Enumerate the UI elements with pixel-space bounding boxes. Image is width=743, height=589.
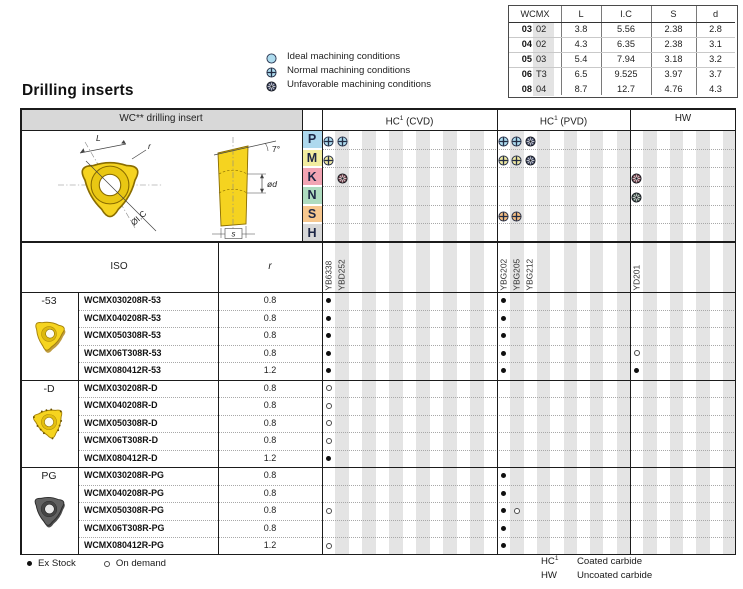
footnote-abbr: HW — [541, 570, 557, 582]
iso-designation: WCMX040208R-D — [84, 400, 158, 410]
grade-label-YBG202: YBG202 — [498, 258, 509, 290]
iso-designation: WCMX06T308R-D — [84, 435, 158, 445]
corner-radius-value: 0.8 — [263, 400, 277, 410]
ex-stock-dot-icon — [27, 561, 32, 566]
spec-cell: 4.3 — [709, 84, 722, 94]
condition-icon-normal — [498, 134, 509, 145]
spec-cell: 2.38 — [664, 39, 683, 49]
corner-radius-value: 0.8 — [263, 487, 277, 498]
spec-cell: 4.3 — [574, 39, 588, 49]
condition-icon-unfavorable — [337, 171, 348, 182]
iso-designation: WCMX030208R-PG — [84, 470, 164, 480]
spec-cell: 3.18 — [664, 54, 683, 64]
ex-stock-dot — [501, 298, 506, 303]
divider — [322, 186, 736, 187]
divider — [322, 167, 736, 168]
divider — [322, 149, 736, 150]
section-header-hw: HW — [674, 113, 692, 124]
spec-cell: 5.56 — [617, 24, 635, 34]
corner-radius-value: 0.8 — [263, 417, 277, 428]
page-title: Drilling inserts — [22, 82, 134, 99]
spec-col-header: L — [578, 9, 584, 19]
ex-stock-dot — [501, 316, 506, 321]
corner-radius-value: 0.8 — [263, 470, 277, 480]
on-demand-dot — [326, 508, 332, 514]
corner-radius-value: 1.2 — [263, 452, 277, 463]
insert-image-gray — [26, 486, 72, 532]
corner-radius-value: 1.2 — [263, 365, 277, 375]
size-spec-table — [508, 5, 738, 98]
spec-col-header: d — [712, 9, 719, 19]
spec-cell: 4.76 — [664, 84, 683, 94]
ex-stock-dot — [501, 543, 506, 548]
spec-col-header: WCMX — [520, 9, 550, 19]
svg-text:ØI.C: ØI.C — [128, 208, 149, 228]
iso-col-header: ISO — [110, 261, 128, 272]
spec-cell: 6.35 — [617, 39, 635, 49]
ex-stock-dot — [326, 351, 331, 356]
iso-designation: WCMX06T308R-PG — [84, 522, 165, 533]
svg-text:L: L — [96, 133, 101, 143]
condition-icon-unfavorable — [631, 190, 642, 201]
iso-designation: WCMX06T308R-53 — [84, 347, 162, 358]
insert-header-cell: WC** drilling insert — [20, 108, 302, 130]
corner-radius-value: 0.8 — [263, 312, 277, 323]
on-demand-dot — [514, 508, 520, 514]
ex-stock-dot — [326, 368, 331, 373]
spec-cell: 6.5 — [574, 69, 588, 79]
divider — [630, 108, 631, 555]
grade-column-stripe — [537, 130, 550, 555]
ex-stock-dot — [501, 351, 506, 356]
grade-label-YBD252: YBD252 — [336, 258, 347, 290]
spec-size-rest: 03 — [536, 54, 547, 64]
spec-cell: 3.7 — [709, 69, 722, 79]
spec-col-header: S — [670, 9, 677, 19]
spec-cell: 8.7 — [574, 84, 588, 94]
unfavorable-conditions-icon — [266, 79, 277, 90]
condition-icon-normal — [498, 153, 509, 164]
on-demand-dot-icon — [104, 561, 110, 567]
material-row-K: K — [303, 168, 322, 185]
ex-stock-dot — [501, 526, 506, 531]
grade-label-YBG205: YBG205 — [511, 258, 522, 290]
corner-radius-value: 0.8 — [263, 347, 277, 358]
svg-text:7°: 7° — [272, 144, 281, 154]
grade-column-stripe — [670, 130, 683, 555]
stock-legend — [27, 558, 166, 569]
spec-size-bold: 04 — [521, 39, 532, 49]
insert-technical-drawing — [22, 131, 300, 241]
iso-designation: WCMX050308R-53 — [84, 330, 161, 340]
spec-size-bold: 08 — [521, 84, 532, 94]
divider — [735, 108, 737, 555]
ex-stock-dot — [634, 368, 639, 373]
condition-icon-normal — [337, 134, 348, 145]
r-col-header: r — [268, 261, 272, 272]
spec-cell: 3.8 — [574, 24, 588, 34]
legend-label: Normal machining conditions — [287, 64, 411, 76]
condition-icon-normal — [323, 134, 334, 145]
on-demand-dot — [634, 350, 640, 356]
grade-column-stripe — [643, 130, 656, 555]
grade-label-YB6338: YB6338 — [323, 260, 334, 290]
spec-cell: 9.525 — [614, 69, 638, 79]
on-demand-dot — [326, 385, 332, 391]
on-demand-dot — [326, 420, 332, 426]
iso-designation: WCMX050308R-PG — [84, 505, 164, 515]
legend-item — [266, 77, 431, 91]
legend-label: Unfavorable machining conditions — [287, 78, 431, 90]
corner-radius-value: 1.2 — [263, 540, 277, 550]
condition-icon-normal — [323, 153, 334, 164]
on-demand-label: On demand — [115, 558, 166, 569]
grade-column-stripe — [590, 130, 603, 555]
spec-cell: 2.8 — [709, 24, 722, 34]
divider — [20, 241, 736, 243]
group-label: -53 — [41, 295, 57, 307]
divider — [322, 223, 736, 224]
section-header-cvd: $HC^1$ (CVD) — [385, 115, 434, 128]
spec-size-rest: 04 — [536, 84, 547, 94]
spec-size-bold: 06 — [521, 69, 532, 79]
ex-stock-dot — [326, 298, 331, 303]
grade-column-stripe — [510, 130, 523, 555]
grade-column-stripe — [564, 130, 577, 555]
grade-column-stripe — [389, 130, 402, 555]
condition-icon-normal — [511, 209, 522, 220]
corner-radius-value: 0.8 — [263, 295, 277, 305]
on-demand-dot — [326, 403, 332, 409]
spec-cell: 2.38 — [664, 24, 683, 34]
footnote — [541, 568, 652, 582]
spec-cell: 3.97 — [664, 69, 683, 79]
legend-item — [266, 49, 431, 63]
divider — [78, 292, 79, 555]
normal-conditions-icon — [266, 65, 277, 76]
on-demand-dot — [326, 543, 332, 549]
on-demand-dot — [326, 438, 332, 444]
grade-column-stripe — [335, 130, 348, 555]
ex-stock-dot — [501, 508, 506, 513]
divider — [20, 380, 736, 381]
divider — [20, 108, 736, 110]
ex-stock-label: Ex Stock — [38, 558, 76, 569]
ex-stock-dot — [501, 333, 506, 338]
carbide-footnotes — [541, 554, 652, 582]
group-label: PG — [41, 470, 57, 482]
ex-stock-dot — [501, 491, 506, 496]
corner-radius-value: 0.8 — [263, 505, 277, 515]
divider — [20, 467, 736, 468]
ex-stock-dot — [326, 456, 331, 461]
footnote — [541, 554, 652, 568]
spec-cell: 5.4 — [574, 54, 588, 64]
footnote-abbr: $HC^1$ — [541, 554, 559, 568]
iso-designation: WCMX040208R-53 — [84, 312, 161, 323]
iso-designation: WCMX040208R-PG — [84, 487, 164, 498]
ex-stock-dot — [501, 368, 506, 373]
material-row-N: N — [303, 187, 322, 204]
corner-radius-value: 0.8 — [263, 382, 277, 393]
iso-designation: WCMX030208R-53 — [84, 295, 161, 305]
grade-column-stripe — [443, 130, 456, 555]
corner-radius-value: 0.8 — [263, 435, 277, 445]
svg-text:r: r — [148, 141, 151, 151]
iso-designation: WCMX080412R-53 — [84, 365, 161, 375]
iso-designation: WCMX080412R-PG — [84, 540, 164, 550]
group-label: -D — [43, 382, 55, 395]
condition-icon-normal — [511, 153, 522, 164]
condition-icon-unfavorable — [525, 153, 536, 164]
grade-label-YD201: YD201 — [631, 264, 642, 290]
spec-cell: 12.7 — [617, 84, 635, 94]
iso-designation: WCMX030208R-D — [84, 382, 158, 393]
insert-image-yellow-dotted — [26, 399, 72, 445]
svg-text:ød: ød — [267, 179, 277, 189]
grade-label-YBG212: YBG212 — [524, 258, 535, 290]
legend-label: Ideal machining conditions — [287, 50, 401, 62]
divider — [302, 108, 303, 242]
grade-column-stripe — [617, 130, 630, 555]
spec-col-header: I.C — [620, 9, 632, 19]
divider — [20, 292, 736, 293]
spec-size-rest: 02 — [536, 39, 547, 49]
grade-column-stripe — [696, 130, 709, 555]
footnote-desc: Coated carbide — [577, 555, 643, 567]
footnote-desc: Uncoated carbide — [577, 569, 653, 581]
spec-cell: 3.2 — [709, 54, 722, 64]
grade-column-stripe — [470, 130, 483, 555]
divider — [218, 242, 219, 555]
material-row-M: M — [303, 150, 322, 167]
material-row-S: S — [303, 206, 322, 223]
iso-designation: WCMX080412R-D — [84, 452, 158, 463]
material-row-P: P — [303, 131, 322, 148]
divider — [322, 205, 736, 206]
grade-column-stripe — [416, 130, 429, 555]
spec-size-bold: 05 — [521, 54, 532, 64]
material-row-H: H — [303, 224, 322, 241]
corner-radius-value: 0.8 — [263, 330, 277, 340]
condition-icon-normal — [498, 209, 509, 220]
ideal-conditions-icon — [266, 51, 277, 62]
spec-cell: 7.94 — [617, 54, 635, 64]
iso-designation: WCMX050308R-D — [84, 417, 158, 428]
legend-item — [266, 63, 431, 77]
ex-stock-dot — [326, 333, 331, 338]
spec-size-bold: 03 — [521, 24, 532, 34]
condition-icon-unfavorable — [631, 171, 642, 182]
spec-cell: 3.1 — [709, 39, 722, 49]
condition-icon-unfavorable — [525, 134, 536, 145]
grade-column-stripe — [362, 130, 375, 555]
spec-size-rest: 02 — [536, 24, 547, 34]
spec-size-rest: T3 — [536, 69, 547, 79]
ex-stock-dot — [501, 473, 506, 478]
divider — [322, 108, 323, 555]
divider — [497, 108, 498, 555]
machining-conditions-legend — [266, 49, 431, 91]
insert-image-yellow — [26, 311, 72, 357]
condition-icon-normal — [511, 134, 522, 145]
corner-radius-value: 0.8 — [263, 522, 277, 533]
svg-text:s: s — [231, 229, 236, 239]
ex-stock-dot — [326, 316, 331, 321]
section-header-pvd: $HC^1$ (PVD) — [539, 115, 588, 128]
